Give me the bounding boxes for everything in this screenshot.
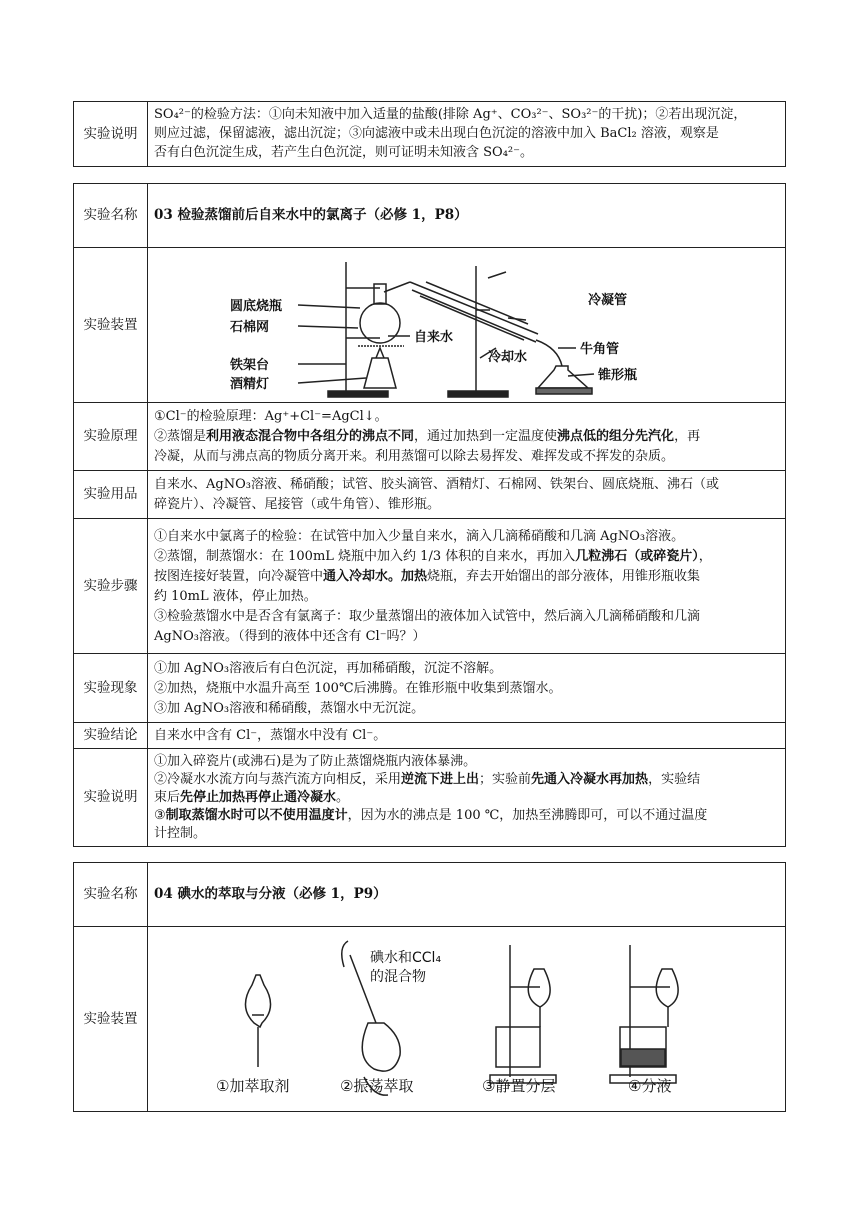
materials-line: 自来水、AgNO₃溶液、稀硝酸；试管、胶头滴管、酒精灯、石棉网、铁架台、圆底烧瓶、沸石（或 [154, 477, 719, 492]
note-line: 束后先停止加热再停止通冷凝水。 [154, 790, 350, 805]
row-label: 实验用品 [74, 471, 148, 519]
label-conical-flask: 锥形瓶 [598, 368, 638, 383]
step-line: ②蒸馏，制蒸馏水：在 100mL 烧瓶中加入约 1/3 体积的自来水，再加入几粒沸石（或碎瓷片）， [154, 548, 712, 564]
materials-cell [148, 471, 786, 519]
steps-cell [148, 519, 786, 654]
exp03-table [73, 183, 786, 847]
notes-cell [148, 749, 786, 847]
label-iron-stand: 铁架台 [230, 358, 270, 373]
note-line: ③制取蒸馏水时可以不使用温度计，因为水的沸点是 100 ℃，加热至沸腾即可，可以不通过温度 [154, 808, 708, 823]
step-line: ③检验蒸馏水中是否含有氯离子：取少量蒸馏出的液体加入试管中，然后滴入几滴稀硝酸和几滴 [154, 608, 701, 624]
row-label: 实验步骤 [74, 519, 148, 654]
row-label: 实验装置 [74, 927, 148, 1112]
step-line: 按图连接好装置，向冷凝管中通入冷却水。加热烧瓶，弃去开始馏出的部分液体，用锥形瓶收集 [154, 568, 701, 584]
caption-separate: ④分液 [628, 1077, 672, 1095]
row-label: 实验说明 [74, 102, 148, 167]
principle-line: ①Cl⁻的检验原理：Ag⁺+Cl⁻=AgCl↓。 [154, 409, 388, 424]
caption-stand-layer: ③静置分层 [482, 1077, 556, 1095]
phenomenon-line: ③加 AgNO₃溶液和稀硝酸，蒸馏水中无沉淀。 [154, 700, 425, 716]
label-tap-water: 自来水 [414, 330, 454, 345]
row-label: 实验装置 [74, 248, 148, 403]
step-line: ①自来水中氯离子的检验：在试管中加入少量自来水，滴入几滴稀硝酸和几滴 AgNO₃溶液。 [154, 528, 685, 544]
label-condenser: 冷凝管 [588, 293, 628, 308]
experiment-title: 03 检验蒸馏前后自来水中的氯离子（必修 1，P8） [148, 184, 786, 248]
row-label: 实验名称 [74, 184, 148, 248]
label-round-flask: 圆底烧瓶 [230, 299, 283, 314]
note-line: ①加入碎瓷片(或沸石)是为了防止蒸馏烧瓶内液体暴沸。 [154, 754, 477, 769]
row-label: 实验现象 [74, 654, 148, 723]
exp04-table [73, 862, 786, 1112]
label-mixture-1: 碘水和CCl₄ [370, 950, 442, 966]
conclusion-cell: 自来水中含有 Cl⁻，蒸馏水中没有 Cl⁻。 [148, 723, 786, 749]
principle-line: ②蒸馏是利用液态混合物中各组分的沸点不同，通过加热到一定温度使沸点低的组分先汽化，再 [154, 429, 701, 444]
note-line: 则应过滤，保留滤液，滤出沉淀；③向滤液中或未出现白色沉淀的溶液中加入 BaCl₂ 溶液，观察是 [154, 126, 719, 141]
row-label: 实验结论 [74, 723, 148, 749]
experiment-title: 04 碘水的萃取与分液（必修 1，P9） [148, 863, 786, 927]
row-label: 实验原理 [74, 403, 148, 471]
step-line: AgNO₃溶液。（得到的液体中还含有 Cl⁻吗？） [154, 628, 426, 644]
row-label: 实验名称 [74, 863, 148, 927]
note-line: 否有白色沉淀生成，若产生白色沉淀，则可证明未知液含 SO₄²⁻。 [154, 145, 533, 160]
label-asbestos: 石棉网 [230, 320, 270, 335]
apparatus-cell [148, 927, 786, 1112]
distillation-diagram [148, 248, 768, 402]
phenomena-cell [148, 654, 786, 723]
label-cooling-water: 冷却水 [488, 350, 528, 365]
note-line: 计控制。 [154, 826, 207, 841]
distillation-apparatus-figure [148, 248, 785, 402]
notes-cell [148, 102, 786, 167]
caption-shake-extract: ②振荡萃取 [340, 1077, 414, 1095]
note-line: SO₄²⁻的检验方法：①向未知液中加入适量的盐酸(排除 Ag⁺、CO₃²⁻、SO₃²⁻的干扰)；②若出现沉淀， [154, 107, 747, 122]
phenomenon-line: ②加热，烧瓶中水温升高至 100℃后沸腾。在锥形瓶中收集到蒸馏水。 [154, 680, 562, 696]
materials-line: 碎瓷片）、冷凝管、尾接管（或牛角管）、锥形瓶。 [154, 497, 441, 512]
principle-cell [148, 403, 786, 471]
label-adapter: 牛角管 [580, 342, 620, 357]
extraction-diagram [148, 927, 774, 1105]
label-mixture-2: 的混合物 [370, 969, 426, 985]
step-line: 约 10mL 液体，停止加热。 [154, 588, 317, 604]
apparatus-cell [148, 248, 786, 403]
caption-add-extractant: ①加萃取剂 [216, 1077, 290, 1095]
label-lamp: 酒精灯 [230, 377, 270, 392]
note-line: ②冷凝水水流方向与蒸汽流方向相反，采用逆流下进上出；实验前先通入冷凝水再加热，实验结 [154, 772, 701, 787]
top-notes-table [73, 101, 786, 167]
row-label: 实验说明 [74, 749, 148, 847]
phenomenon-line: ①加 AgNO₃溶液后有白色沉淀，再加稀硝酸，沉淀不溶解。 [154, 660, 503, 676]
principle-line: 冷凝，从而与沸点高的物质分离开来。利用蒸馏可以除去易挥发、难挥发或不挥发的杂质。 [154, 449, 675, 464]
